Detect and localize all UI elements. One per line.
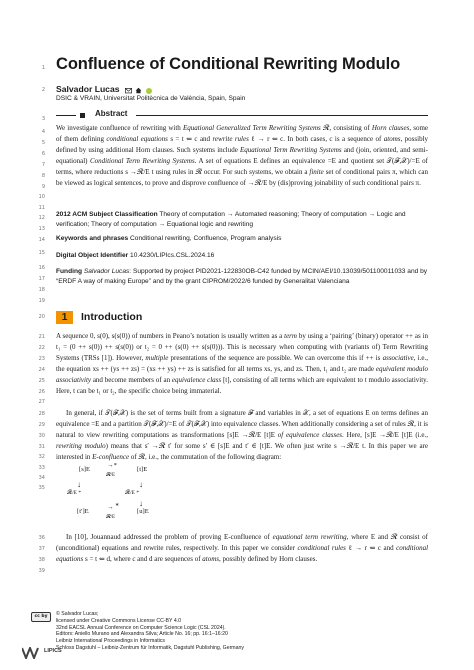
line-number: 9: [41, 184, 45, 190]
line-number: 30: [38, 433, 45, 439]
doi-link[interactable]: 10.4230/LIPIcs.CSL.2024.16: [130, 252, 215, 259]
line-number: 8: [41, 173, 45, 179]
rule-right: [136, 115, 428, 116]
author-line: [56, 84, 153, 95]
line-number: 7: [41, 162, 45, 168]
line-number: 23: [38, 356, 45, 362]
abstract-text: We investigate confluence of rewriting with Equational Generalized Term Rewriting Systems 𝓡, consisting of Horn clauses, some of them defining conditional equations s = t ⇐ c and rewrite rules ℓ → r ⇐ c. In both cases, c is a sequence of atoms, possibly defined by using additional Horn clauses. Such systems include Equational Term Rewriting Systems and (join, oriented, and semi-equational) Conditional Term Rewriting Systems. A set of equations E defines an equivalence =E and quotient set 𝒯(𝓕,𝒳)/=E of terms, where reductions s →𝓡/E t using rules in 𝓡 occur. For such systems, we obtain a finite set of conditional pairs π, which can be viewed as logical sentences, to prove and disprove confluence of →𝓡/E by (dis)proving joinability of such conditional pairs π.: [56, 124, 429, 187]
acm-classification: 2012 ACM Subject Classification Theory of computation → Automated reasoning; Theory of computation → Logic and verification; Theory of computation → Equational logic and rewriting: [56, 211, 406, 228]
line-number: 27: [38, 399, 45, 405]
line-number: 37: [38, 546, 45, 552]
license-link[interactable]: licensed under Creative Commons License CC-BY 4.0: [56, 617, 182, 624]
diagram-bottom-star: ∗: [115, 503, 120, 508]
section-heading: [56, 311, 142, 324]
diagram-top-arrow-label: 𝓡/E: [106, 473, 116, 478]
keywords: Keywords and phrases Conditional rewriting, Confluence, Program analysis: [56, 235, 282, 242]
line-number: 22: [38, 345, 45, 351]
line-number: 28: [38, 411, 45, 417]
line-number: 38: [38, 557, 45, 563]
line-number: 1: [41, 65, 45, 71]
line-number: 17: [38, 276, 45, 282]
intro-paragraph-2: In general, if 𝒯(𝓕,𝒳) is the set of terms built from a signature 𝓕 and variables in 𝒳, a set of equations E on terms defines an equivalence =E and a partition 𝒯(𝓕,𝒳)/=E of 𝒯(𝓕,𝒳) into equivalence classes. When additionally considering a set of rules 𝓡, it is natural to view rewriting computations as transformations [s]E →𝓡/E [t]E of equivalence classes. Here, [s]E →𝓡/E [t]E (i.e., rewriting modulo) means that s′ →𝓡 t′ for some s′ ∈ [s]E and t′ ∈ [t]E. We often just write s →𝓡/E t. In this paper we are interested in E-confluence of 𝓡, i.e., the commutation of the following diagram:: [56, 409, 428, 461]
line-number: 35: [38, 485, 45, 491]
line-number: 6: [41, 151, 45, 157]
lipics-logo: [22, 646, 70, 658]
abstract-heading-bar: [56, 110, 428, 122]
section-number: 1: [56, 311, 73, 324]
cc-by-license-badge[interactable]: cc by: [31, 612, 51, 622]
line-number: 3: [41, 116, 45, 122]
diagram-right-label: 𝓡/E *: [125, 490, 140, 496]
abstract-heading: Abstract: [92, 109, 130, 118]
line-number: 14: [38, 237, 45, 243]
intro-paragraph-1: A sequence 0, s(0), s(s(0)) of numbers in Peano’s notation is usually written as a term by using a ‘pairing’ (binary) operator ++ as in t₁ = (0 ++ s(0)) ++ s(s(0)) or t₂ = 0 ++ (s(0) ++ s(s(0))). This is necessary when computing with (variants of) Term Rewriting Systems (TRSs [1]). However, multiple presentations of the sequence are possible. We can overcome this if ++ is associative, i.e., the equation xs ++ (ys ++ zs) = (xs ++ ys) ++ zs is satisfied for all terms xs, ys, and zs. Then, t₁ and t₂ are made equivalent modulo associativity and become members of an equivalence class [t], consisting of all terms which are equivalent to t modulo associativity. Here, t can be t₁ or t₂, the specific choice being immaterial.: [56, 332, 429, 395]
orcid-icon[interactable]: [146, 88, 152, 94]
line-number: 39: [38, 568, 45, 574]
line-number: 18: [38, 287, 45, 293]
funding: Funding Salvador Lucas: Supported by project PID2021-122830OB-C42 funded by MCIN/AEI/10.13039/501100011033 and by “ERDF A way of making Europe” and by the grant CIPROM/2022/6 funded by Generalitat Valenciana: [56, 268, 428, 285]
line-number: 33: [38, 465, 45, 471]
line-number: 4: [41, 129, 45, 135]
rule-left: [56, 115, 76, 116]
author-name: Salvador Lucas: [56, 84, 120, 94]
diagram-top-left: [s]E: [79, 466, 90, 473]
diagram-right-arrow: ↓: [139, 480, 143, 489]
home-icon[interactable]: [135, 87, 142, 94]
diagram-left-arrow: ↓: [77, 480, 81, 489]
email-icon[interactable]: [125, 87, 132, 94]
line-number: 20: [38, 314, 45, 320]
doi: Digital Object Identifier 10.4230/LIPIcs.CSL.2024.16: [56, 252, 215, 259]
diagram-left-label: 𝓡/E *: [67, 490, 82, 496]
line-number: 19: [38, 298, 45, 304]
line-number: 11: [38, 205, 45, 211]
lipics-logo-text: LIPICS: [44, 648, 62, 654]
diagram-bottom-left: [t′]E: [77, 508, 89, 515]
lipics-logo-icon: [22, 647, 42, 659]
line-number: 25: [38, 378, 45, 384]
line-number: 10: [38, 194, 45, 200]
footer-info: © Salvador Lucas; licensed under Creative Commons License CC-BY 4.0 32nd EACSL Annual Conference on Computer Science Logic (CSL 2024). Editors: Aniello Murano and Alexandra Silva; Article No. 16; pp. 16:1–16:20 Leibniz International Proceedings in Informatics Schloss Dagstuhl – Leibniz-Zentrum für Informatik, Dagstuhl Publishing, Germany: [56, 611, 428, 652]
line-number: 29: [38, 422, 45, 428]
line-number: 34: [38, 475, 45, 481]
line-number: 21: [38, 334, 45, 340]
line-number: 32: [38, 454, 45, 460]
diagram-top-right: [t]E: [137, 466, 148, 473]
diagram-bottom-right: [u]E: [137, 508, 149, 515]
heading-square: [80, 113, 85, 118]
diagram-bottom-arrow-label: 𝓡/E: [106, 515, 116, 520]
commutation-diagram: [67, 462, 229, 522]
line-number: 13: [38, 226, 45, 232]
author-icons: [125, 85, 153, 95]
author-affiliation: DSIC & VRAIN, Universitat Politècnica de València, Spain, Spain: [56, 95, 246, 102]
paper-title: Confluence of Conditional Rewriting Modulo: [56, 55, 401, 73]
line-number: 24: [38, 367, 45, 373]
line-number: 2: [41, 87, 45, 93]
line-number: 16: [38, 265, 45, 271]
line-number: 5: [41, 140, 45, 146]
intro-paragraph-3: In [10], Jouannaud addressed the problem of proving E-confluence of equational term rewriting, where E and 𝓡 consist of (unconditional) equations and rewrite rules, respectively. In this paper we consider conditional rules ℓ → r ⇐ c and conditional equations s = t ⇐ d, where c and d are sequences of atoms, possibly defined by Horn clauses.: [56, 533, 429, 563]
section-title: Introduction: [81, 311, 143, 323]
line-number: 36: [38, 535, 45, 541]
diagram-top-arrow: →*: [107, 462, 117, 469]
line-number: 15: [38, 250, 45, 256]
line-number: 12: [38, 215, 45, 221]
diagram-bottom-arrow: →: [107, 504, 114, 511]
line-number: 26: [38, 389, 45, 395]
line-number: 31: [38, 444, 45, 450]
diagram-right-arrow-2: ↓: [139, 499, 143, 508]
